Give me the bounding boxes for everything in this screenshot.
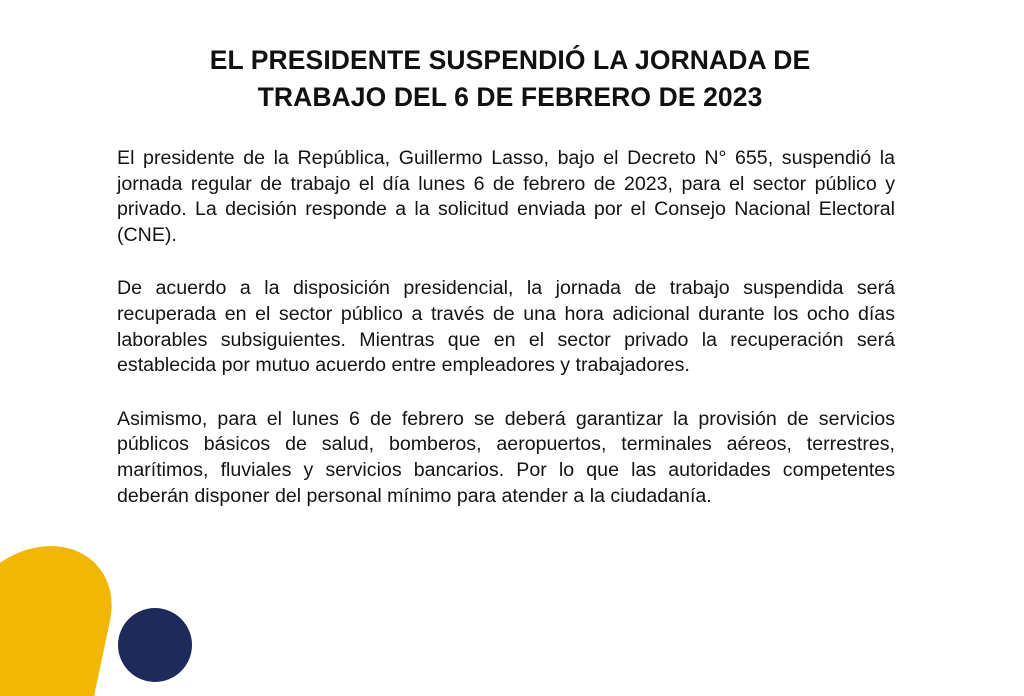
title-line-1: EL PRESIDENTE SUSPENDIÓ LA JORNADA DE [209,45,811,75]
title-line-2: TRABAJO DEL 6 DE FEBRERO DE 2023 [257,82,763,112]
paragraph-recovery: De acuerdo a la disposición presidencial, la jornada de trabajo suspendida será recuperada en el sector público a través de una hora adicional durante los ocho días laborables subsiguientes. Mientras que en el sector privado la recuperación será establecida por mutuo acuerdo entre empleadores y trabajadores. [117,277,895,377]
decorative-yellow-shape [0,546,126,696]
paragraph-decree: El presidente de la República, Guillermo Lasso, bajo el Decreto N° 655, suspendió la jornada regular de trabajo el día lunes 6 de febrero de 2023, para el sector público y privado. La decisión responde a la solicitud enviada por el Consejo Nacional Electoral (CNE). [117,147,895,246]
decorative-navy-circle [118,608,192,682]
document-title [110,42,910,116]
document-body [117,146,895,537]
paragraph-services: Asimismo, para el lunes 6 de febrero se deberá garantizar la provisión de servicios públicos básicos de salud, bomberos, aeropuertos, terminales aéreos, terrestres, marítimos, fluviales y servicios bancarios. Por lo que las autoridades competentes deberán disponer del personal mínimo para atender a la ciudadanía. [117,407,895,507]
